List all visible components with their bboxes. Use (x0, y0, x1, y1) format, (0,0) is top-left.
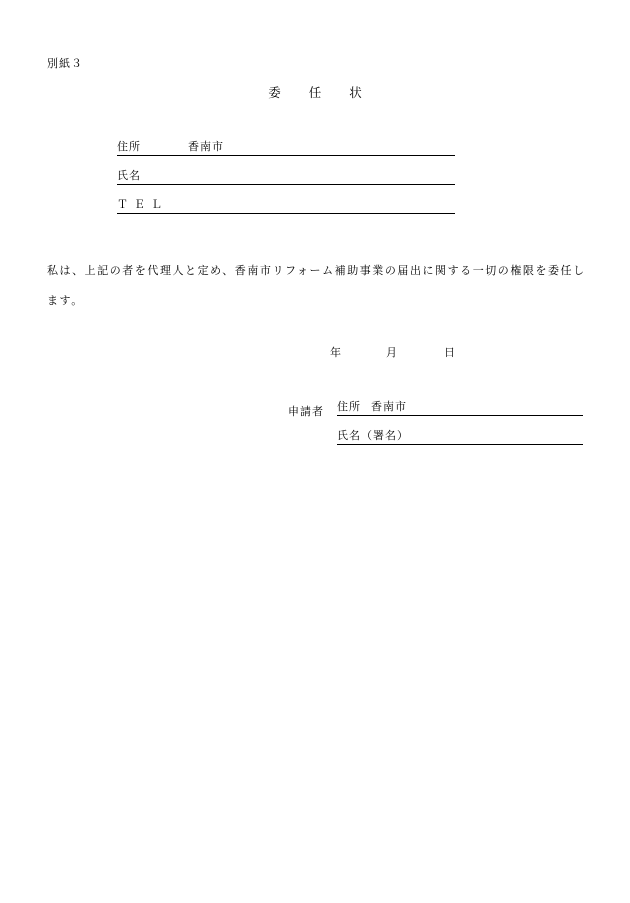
applicant-label: 申請者 (288, 405, 324, 418)
agent-name-line[interactable] (117, 170, 455, 185)
agent-tel-line[interactable] (117, 199, 455, 214)
applicant-address-label: 住所 (337, 400, 361, 413)
month-label: 月 (386, 346, 397, 359)
applicant-address-line[interactable] (337, 401, 583, 416)
applicant-name-line[interactable] (337, 430, 583, 445)
day-label: 日 (444, 346, 455, 359)
year-label: 年 (330, 346, 341, 359)
agent-tel-label: ＴＥＬ (117, 198, 168, 211)
applicant-name-label: 氏名（署名） (337, 429, 409, 442)
applicant-address-value: 香南市 (371, 400, 407, 413)
agent-address-value: 香南市 (188, 140, 224, 153)
delegation-statement: 私は、上記の者を代理人と定め、香南市リフォーム補助事業の届出に関する一切の権限を委任します。 (47, 264, 586, 307)
agent-address-label: 住所 (117, 140, 141, 153)
agent-address-line[interactable] (117, 141, 455, 156)
agent-name-label: 氏名 (117, 169, 141, 182)
attachment-label: 別紙３ (47, 57, 83, 70)
document-title: 委 任 状 (268, 85, 374, 100)
date-row (330, 344, 455, 360)
